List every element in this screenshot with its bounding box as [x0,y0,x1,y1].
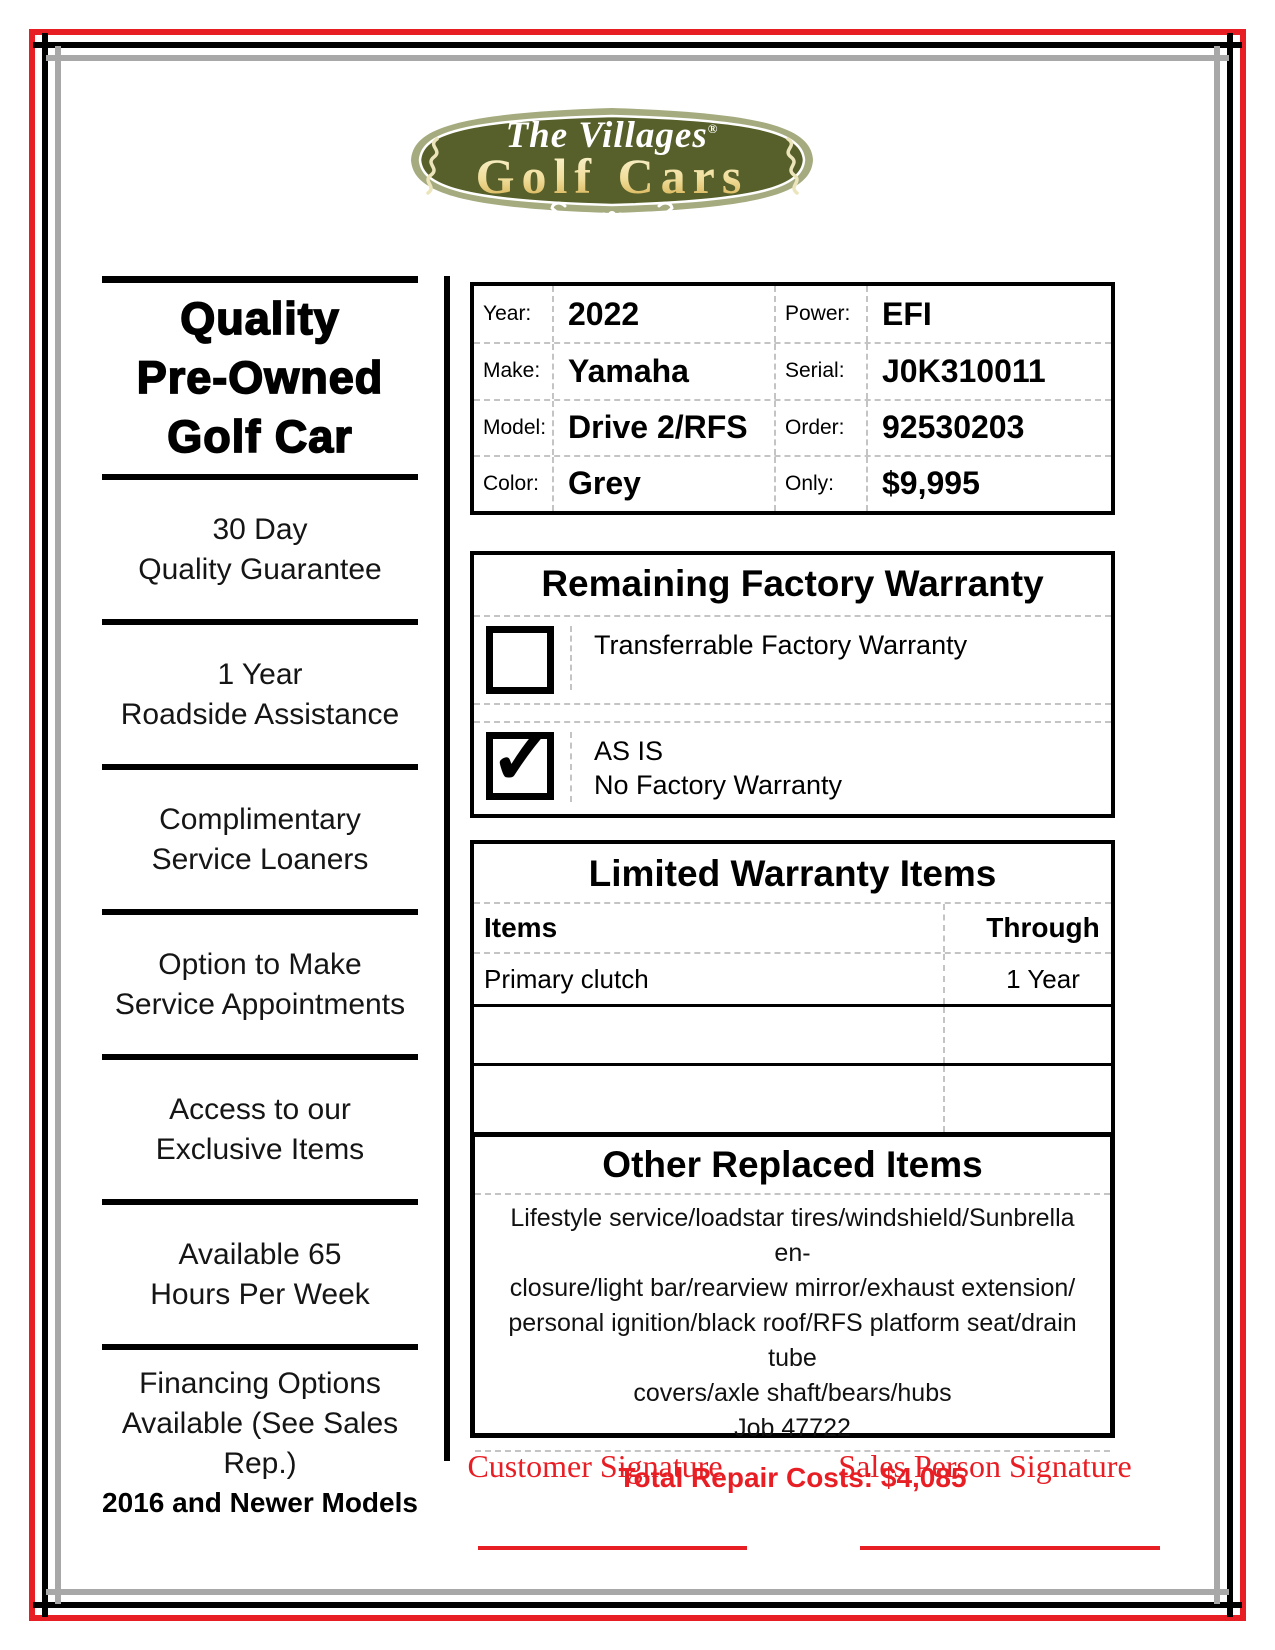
logo-bottom-scroll-dot [608,211,616,219]
serial-label: Serial: [776,344,868,398]
logo-main-text: Golf Cars [475,148,749,204]
benefit-line: Financing Options [139,1367,381,1400]
as-is-label [570,732,842,802]
factory-warranty-box [470,551,1115,818]
power-label: Power: [776,286,868,342]
benefit-line: Hours Per Week [150,1277,370,1311]
benefit-line: Exclusive Items [155,1132,365,1166]
order-label: Order: [776,401,868,455]
sidebar-title-line: Golf Car [167,411,353,462]
option-line: No Factory Warranty [594,770,843,800]
year-label: Year: [474,286,554,342]
serial-value: J0K310011 [882,352,1046,389]
replaced-items-paragraph [475,1195,1110,1452]
frame-black-top [33,42,1242,48]
warranty-empty-row [474,1066,1111,1132]
benefit-line: Access to our [169,1092,351,1126]
color-label: Color: [474,457,554,511]
frame-red-top [29,29,1246,35]
benefits-sidebar [102,276,418,1527]
make-value: Yamaha [554,344,776,398]
villages-golf-cars-logo [405,93,820,228]
frame-black-right [1227,33,1233,1617]
sidebar-title [102,283,418,474]
sidebar-top-rule [102,276,418,283]
empty-cell [943,1007,1111,1063]
logo-script-text: The Villages® [505,115,719,156]
transferrable-warranty-checkbox[interactable] [486,626,554,694]
warranty-item-through: 1 Year [943,954,1111,1004]
warranty-item-name: Primary clutch [484,963,649,994]
warranty-row-spacer [474,705,1111,723]
warranty-empty-row [474,1007,1111,1066]
warranty-item-row [474,954,1111,1007]
model-label: Model: [474,401,554,455]
checkmark-icon: ✓ [489,712,557,801]
limited-warranty-title: Limited Warranty Items [474,844,1111,904]
frame-gray-top [46,55,1229,61]
replaced-items-line: covers/axle shaft/bears/hubs [633,1379,952,1407]
benefit-item-hours [102,1205,418,1344]
customer-signature-label: Customer Signature [467,1448,723,1484]
benefit-item-roadside-assistance [102,625,418,764]
frame-gray-left [55,46,61,1604]
benefit-item-financing [102,1350,418,1527]
as-is-checkbox[interactable] [486,712,557,801]
frame-black-left [42,33,48,1617]
benefit-item-service-loaners [102,770,418,909]
warranty-option-as-is [474,712,1111,827]
warranty-option-transferrable [474,617,1111,705]
replaced-items-line: personal ignition/black roof/RFS platform seat/drain tube [508,1309,1077,1372]
order-value: 92530203 [882,409,1025,446]
model-value: Drive 2/RFS [554,401,776,455]
option-line: AS IS [594,736,664,766]
benefit-line: Available 65 [178,1237,342,1271]
benefit-line: 1 Year [217,657,303,691]
total-repair-costs: Total Repair Costs: $4,085 [618,1462,967,1493]
frame-red-left [29,29,35,1621]
benefit-line: 30 Day [212,512,308,546]
color-value: Grey [554,457,776,511]
benefit-item-quality-guarantee [102,480,418,619]
benefit-line: Service Appointments [114,987,406,1021]
sidebar-divider-line [444,276,450,1461]
benefit-item-exclusive-items [102,1060,418,1199]
benefit-line-bold: 2016 and Newer Models [102,1487,418,1518]
items-column-header: Items [484,912,558,943]
frame-red-right [1240,29,1246,1621]
table-row [474,399,1111,455]
table-row [474,342,1111,398]
factory-warranty-title: Remaining Factory Warranty [474,555,1111,617]
sidebar-title-line: Quality [180,293,340,344]
sidebar-title-line: Pre-Owned [136,352,384,403]
logo-badge-graphic [405,93,820,228]
power-value: EFI [882,295,932,332]
vehicle-info-table [470,282,1115,515]
limited-warranty-box [470,840,1115,1132]
replaced-items-line: closure/light bar/rearview mirror/exhaust extension/ [509,1274,1076,1302]
frame-red-bottom [29,1615,1246,1621]
empty-cell [474,1007,943,1063]
frame-black-bottom [33,1602,1242,1608]
frame-gray-bottom [46,1589,1229,1595]
price-value: $9,995 [882,465,980,502]
benefit-line: Available (See Sales Rep.) [121,1407,399,1480]
benefit-line: Quality Guarantee [138,552,382,586]
make-label: Make: [474,344,554,398]
through-column-header: Through [943,904,1111,952]
table-row [474,286,1111,342]
limited-warranty-header-row [474,904,1111,954]
benefit-line: Service Loaners [151,842,369,876]
sales-signature-line[interactable] [860,1546,1160,1550]
benefit-item-service-appointments [102,915,418,1054]
year-value: 2022 [554,286,776,342]
sales-signature-label: Sales Person Signature [838,1448,1132,1484]
table-row [474,455,1111,511]
price-label: Only: [776,457,868,511]
empty-cell [474,1066,943,1132]
benefit-line: Option to Make [158,947,362,981]
empty-cell [943,1066,1111,1132]
other-replaced-title: Other Replaced Items [475,1137,1110,1195]
frame-gray-right [1214,46,1220,1604]
option-line: Transferrable Factory Warranty [594,630,968,660]
job-number-line: Job 47722 [734,1414,851,1442]
benefit-line: Complimentary [159,802,361,836]
customer-signature-line[interactable] [478,1546,747,1550]
replaced-items-line: Lifestyle service/loadstar tires/windshield/Sunbrella en- [510,1204,1075,1267]
transferrable-warranty-label [570,626,967,690]
benefit-line: Roadside Assistance [120,697,400,731]
